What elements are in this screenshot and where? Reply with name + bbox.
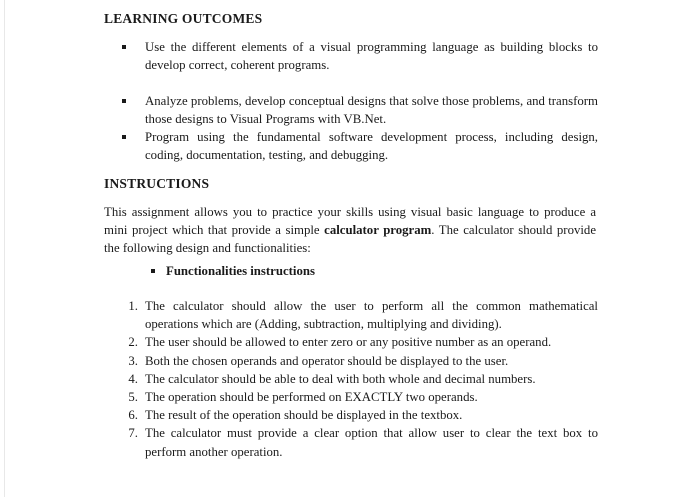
list-item-number: 3.	[128, 353, 138, 368]
list-item-text: The calculator must provide a clear option that allow user to clear the text box to perform another operation.	[145, 426, 598, 459]
page-edge-line	[4, 0, 5, 497]
list-item-number: 4.	[128, 371, 138, 386]
list-item-text: The calculator should be able to deal with both whole and decimal numbers.	[145, 371, 536, 386]
list-item	[118, 352, 598, 370]
list-item	[118, 388, 598, 406]
list-item	[118, 297, 598, 333]
sub-bullet-text: Functionalities instructions	[166, 264, 315, 278]
list-item-text: The result of the operation should be displayed in the textbox.	[145, 408, 463, 423]
list-item-number: 6.	[128, 408, 138, 423]
bullet-icon	[122, 99, 126, 103]
list-item-number: 2.	[128, 335, 138, 350]
bullet-icon	[151, 269, 155, 273]
outcome-item-2	[120, 92, 598, 128]
learning-outcomes-heading: LEARNING OUTCOMES	[104, 11, 263, 26]
list-item	[118, 424, 598, 460]
functionality-numbered-list	[118, 297, 598, 461]
outcome-item-text: Use the different elements of a visual programming language as building blocks to develop correct, coherent programs.	[145, 40, 598, 72]
list-item-text: Both the chosen operands and operator should be displayed to the user.	[145, 353, 509, 368]
paragraph-bold-text: calculator program	[324, 223, 432, 237]
list-item	[118, 370, 598, 388]
list-item-text: The user should be allowed to enter zero or any positive number as an operand.	[145, 335, 552, 350]
outcome-item-text: Program using the fundamental software development process, including design, coding, documentation, testing, and debugging.	[145, 130, 598, 162]
paragraph-text-start: This assignment allows you to practice your skills using visual basic language to produce a mini project which that provide a simple	[104, 205, 596, 237]
outcome-item-3	[120, 128, 598, 164]
list-item-text: The calculator should allow the user to perform all the common mathematical operations which are (Adding, subtraction, multiplying and dividing).	[145, 299, 598, 332]
list-item-text: The operation should be performed on EXACTLY two operands.	[145, 390, 478, 405]
instructions-heading: INSTRUCTIONS	[104, 176, 210, 191]
bullet-icon	[122, 135, 126, 139]
bullet-icon	[122, 45, 126, 49]
outcome-item-text: Analyze problems, develop conceptual designs that solve those problems, and transform those designs to Visual Programs with VB.Net.	[145, 94, 598, 126]
instructions-paragraph	[104, 203, 596, 257]
paragraph-text-end: . The calculator should provide the following design and functionalities:	[104, 223, 596, 255]
list-item-number: 5.	[128, 390, 138, 405]
list-item	[118, 406, 598, 424]
outcome-item-1	[120, 38, 598, 74]
list-item-number: 7.	[128, 426, 138, 441]
list-item-number: 1.	[128, 299, 138, 313]
list-item	[118, 333, 598, 351]
functionalities-sub-bullet	[150, 262, 315, 280]
